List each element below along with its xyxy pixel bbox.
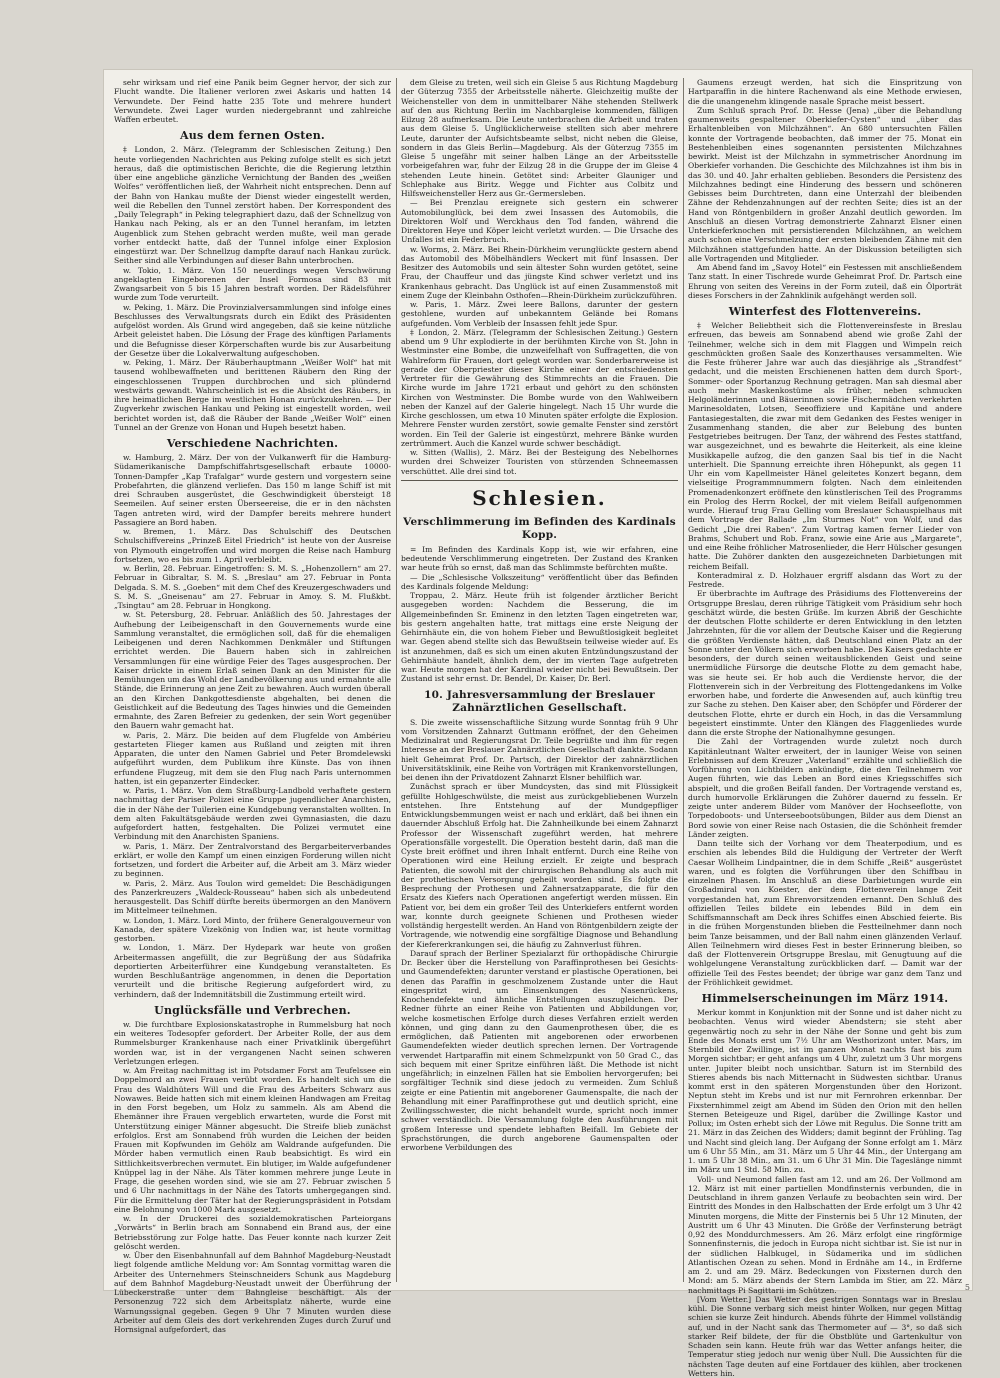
article-headline: Winterfest des Flottenvereins. <box>728 305 922 318</box>
article-paragraph: ‡ Welcher Beliebtheit sich die Flottenvereinsfeste in Breslau erfreuen, das beweis am Sonnabend abend wie große Zahl der Teilnehmer, welche sich in dem mit Flaggen und Wimpeln reich geschmückten großen Saale des Konzerthauses versammelten. Wie die Feste früherer Jahre war auch das diesjährige als „Strandfest“ gedacht, und die meisten Erschienenen hatten dem durch Sport-, Sommer- oder Sportanzug Rechnung getragen. Man sah diesmal aber auch mehr Maskenkostüme als früher, neben schmucken Helgoländerinnen und Bäuerinnen sowie Fischermädchen verkehrten Marinesoldaten, Lotsen, Seeoffiziere und Kapitäne und andere Fantasiegestalten, die zwar mit dem Gedanken des Festes weniger in Zusammenhang standen, die aber zur Belebung des bunten Festgetriebes beitrugen. Der Tanz, der während des Festes stattfand, war ausgezeichnet, und es bewahrte die Heiterkeit, als eine kleine Musikkapelle aufzog, die den ganzen Saal bis tief in die Nacht unterhielt. Die Spannung erreichte ihren Höhepunkt, als gegen 11 Uhr ein vom Kapellmeister Hänel geleitetes Konzert begann, dem vielseitige Programmnummern folgten. Nach dem einleitenden Promenadenkonzert eröffnete den künstlerischen Teil des Programms ein Prolog des Herrn Rockel, der mit vielem Beifall aufgenommen wurde. Hierauf trug Frau Gelling vom Breslauer Schauspielhaus mit dem Vortrage der Ballade „Im Sturmes Not“ von Wolf, und das Gedicht „Die drei Raben“. Zum Vortrag kamen ferner Lieder von Brahms, Schubert und Rob. Franz, sowie eine Arie aus „Margarete“, und eine Reihe fröhlicher Matrosenlieder, die Herr Hülscher gesungen hatte. Die Zuhörer dankten den ausgezeichneten Darbietungen mit reichem Beifall. <box>688 321 962 571</box>
article-paragraph: Merkur kommt in Konjunktion mit der Sonne und ist daher nicht zu beobachten. Venus wird wieder Abendstern; sie steht aber gegenwärtig noch zu sehr in der Nähe der Sonne und geht bis zum Ende des Monats erst um 7½ Uhr am Westhorizont unter. Mars, im Sternbild der Zwillinge, ist im ganzen Monat nachts fast bis zum Morgen sichtbar; er geht anfangs um 4 Uhr, zuletzt um 3 Uhr morgens unter. Jupiter bleibt noch unsichtbar. Saturn ist im Sternbild des Stieres abends bis nach Mitternacht in Südwesten sichtbar. Uranus kommt erst in den späteren Morgenstunden über den Horizont. Neptun steht im Krebs und ist nur mit Fernrohren erkennbar. Der Fixsternhimmel zeigt am Abend im Süden den Orion mit den hellen Sternen Beteigeuze und Rigel, darüber die Zwillinge Kastor und Pollux; im Osten erhebt sich der Löwe mit Regulus. Die Sonne tritt am 21. März in das Zeichen des Widders; damit beginnt der Frühling. Tag und Nacht sind gleich lang. Der Aufgang der Sonne erfolgt am 1. März um 6 Uhr 55 Min., am 31. März um 5 Uhr 44 Min., der Untergang am 1. um 5 Uhr 38 Min., am 31. um 6 Uhr 31 Min. Die Tageslänge nimmt im März um 1 Std. 58 Min. zu. <box>688 1008 962 1175</box>
article-headline: Himmelserscheinungen im März 1914. <box>701 992 949 1005</box>
article-paragraph: w. Peking, 1. März. Die Provinzialversammlungen sind infolge eines Beschlusses des Verwaltungsrats durch ein Edikt des Präsidenten aufgelöst worden. Als Grund wird angegeben, daß sie keine nützliche Arbeit geleistet haben. Die Lösung der Frage des künftigen Parlaments und die Befugnisse dieser Körperschaften wurde bis zur Ausarbeitung der Gesetze über die Lokalverwaltung aufgeschoben. <box>114 302 391 358</box>
article-paragraph: — Die „Schlesische Volkszeitung“ veröffentlicht über das Befinden des Kardinals folgende Meldung: <box>401 572 678 591</box>
page-number: 5 <box>964 1283 970 1292</box>
article-paragraph: Die Zahl der Vortragenden wurde zuletzt noch durch Kapitänleutnant Walter erweitert, der in launiger Weise von seinen Erlebnissen auf dem Kreuzer „Vaterland“ erzählte und schließlich die Vorführung von Lichtbildern ankündigte, die den Teilnehmern vor Augen führten, wie das Leben an Bord eines Kriegsschiffes sich abspielt, und die großen Beifall fanden. Der Vortragende verstand es, durch humorvolle Erklärungen die Zuhörer dauernd zu fesseln. Er zeigte unter anderem Bilder vom Manöver der Hochseeflotte, von Torpedoboots- und Unterseebootsübungen, Bilder aus dem Dienst an Bord sowie von einer Reise nach Ostasien, die die Schönheit fremder Länder zeigten. <box>688 737 962 839</box>
article-paragraph: w. Peking, 1. März. Der Räuberhauptmann „Weißer Wolf“ hat mit tausend wohlbewaffneten und berittenen Räubern den Ring der eingeschlossenen Truppen durchbrochen und sich plündernd westwärts gewandt. Wahrscheinlich ist es die Absicht des Räubers, in ihre heimatlichen Berge im westlichen Honan zurückzukehren. — Der Zugverkehr zwischen Hankau und Peking ist eingestellt worden, weil berichtet worden ist, daß die Räuber der Bande „Weißer Wolf“ einen Tunnel an der Grenze von Honan und Hupeh besetzt haben. <box>114 358 391 432</box>
column-1 <box>114 78 391 1334</box>
article-paragraph: sehr wirksam und rief eine Panik beim Gegner hervor, der sich zur Flucht wandte. Die Italiener verloren zwei Askaris und hatten 14 Verwundete. Der Feind hatte 235 Tote und mehrere hundert Verwundete. Zwei Lager wurden niedergebrannt und zahlreiche Waffen erbeutet. <box>114 78 391 124</box>
column-rule <box>396 78 397 1282</box>
article-paragraph: w. Die furchtbare Explosionskatastrophe in Rummelsburg hat noch ein weiteres Todesopfer gefordert. Der Arbeiter Rolle, der aus dem Rummelsburger Krankenhause nach einer Privatklinik übergeführt worden war, ist in der vergangenen Nacht seinen schweren Verletzungen erlegen. <box>114 1019 391 1066</box>
article-paragraph: w. Bremen, 1. März. Das Schulschiff des Deutschen Schulschiffvereins „Prinzeß Eitel Friedrich“ ist heute von der Ausreise von Plymouth eingetroffen und wird morgen die Reise nach Hamburg fortsetzen, wo es bis zum 1. April verbleibt. <box>114 527 391 564</box>
article-paragraph: S. Die zweite wissenschaftliche Sitzung wurde Sonntag früh 9 Uhr vom Vorsitzenden Zahnarzt Guttmann eröffnet, der den Geheimen Medizinalrat und Regierungsrat Dr. Teile begrüßte und ihm für regen Interesse an der Breslauer Zahnärztlichen Gesellschaft dankte. Sodann hielt Geheimrat Prof. Dr. Partsch, der Direktor der zahnärztlichen Universitätsklinik, eine Reihe von Vorträgen mit Krankenvorstellungen, bei denen ihn der Privatdozent Zahnarzt Elsner behilflich war. <box>401 717 678 782</box>
article-paragraph: w. Worms, 2. März. Bei Rhein-Dürkheim verunglückte gestern abend das Automobil des Möbelhändlers Weckert mit fünf Insassen. Der Besitzer des Automobils und sein ältester Sohn wurden getötet, seine Frau, der Chauffeur und das jüngste Kind schwer verletzt und ins Krankenhaus gebracht. Das Unglück ist auf einen Zusammenstoß mit einem Zuge der Kleinbahn Osthofen—Rhein-Dürkheim zurückzuführen. <box>401 244 678 300</box>
article-paragraph: w. Paris, 2. März. Die beiden auf dem Flugfelde von Ambérieu gestarteten Flieger kamen aus Rußland und zeigten mit ihren Apparaten, die unter den Namen Gabriel und Peter Bromdelewski aufgeführt wurden, dem Publikum ihre Künste. Das von ihnen erfundene Flugzeug, mit dem sie den Flug nach Paris unternommen hatten, ist ein gepanzerter Eindecker. <box>114 730 391 786</box>
article-paragraph: w. Am Freitag nachmittag ist im Potsdamer Forst am Teufelssee ein Doppelmord an zwei Frauen verübt worden. Es handelt sich um die Frau des Waldhüters Will und die Frau des Arbeiters Schwarz aus Nowawes. Beide hatten sich mit einem kleinen Handwagen am Freitag in den Forst begeben, um Holz zu sammeln. Als am Abend die Ehemänner ihre Frauen vergeblich erwarteten, wurde die Forst mit Unterstützung einiger Männer abgesucht. Die Streife blieb zunächst erfolglos. Erst am Sonnabend früh wurden die Leichen der beiden Frauen mit Kopfwunden im Gehölz am Waldrande aufgefunden. Die Mörder haben vermutlich einen Raub beabsichtigt. Es wird ein Sittlichkeitsverbrechen vermutet. Ein blutiger, im Walde aufgefundener Knüppel lag in der Nähe. Als Täter kommen mehrere junge Leute in Frage, die gesehen worden sind, wie sie am 27. Februar zwischen 5 und 6 Uhr nachmittags in der Nähe des Tatorts umhergegangen sind. Für die Ermittelung der Täter hat der Regierungspräsident in Potsdam eine Belohnung von 1000 Mark ausgesetzt. <box>114 1066 391 1214</box>
article-paragraph: Zunächst sprach er über Mundcysten, das sind mit Flüssigkeit gefüllte Hohlgeschwülste, die meist aus zurückgebliebenen Wurzeln entstehen. Ihre Entstehung auf der Mundgepfliger Entwicklungsbemmungen weist er nach und erklärt, daß bei ihnen ein dauernder Abschluß Erfolg hat. Die Zahnheilkunde bei einem Zahnarzt Professor der Wissenschaft zugeführt werden, hat mehrere Operationsfälle vorgestellt. Die Operation besteht darin, daß man die Cyste breit eröffnet und ihren Inhalt entfernt. Durch eine Reihe von Operationen wird eine Heilung erzielt. Er zeigte und besprach Patienten, die sowohl mit der chirurgischen Behandlung als auch mit der prothetischen Versorgung geheilt worden sind. Es folgte die Besprechung der Prothesen und Zahnersatzapparate, die für den Ersatz des Kiefers nach Operationen angefertigt werden müssen. Ein Patient vor, bei dem ein großer Teil des Unterkiefers entfernt worden war, konnte durch geeignete Schienen und Prothesen wieder vollständig hergestellt werden. An Hand von Röntgenbildern zeigte der Vortragende, wie notwendig eine sorgfältige Diagnose und Behandlung der Kiefererkrankungen sei, die häufig zu Zahnverlust führen. <box>401 782 678 949</box>
article-paragraph: — Bei Prenzlau ereignete sich gestern ein schwerer Automobilunglück, bei dem zwei Insassen des Automobils, die Direktoren Wolf und Werckhaus den Tod fanden, während die Direktoren Heye und Köper leicht verletzt wurden. — Die Ursache des Unfalles ist ein Federbruch. <box>401 198 678 245</box>
article-paragraph: = Im Befinden des Kardinals Kopp ist, wie wir erfahren, eine bedeutende Verschlimmerung eingetreten. Der Zustand des Kranken war heute früh so ernst, daß man das Schlimmste befürchten mußte. <box>401 544 678 573</box>
article-paragraph: dem Gleise zu treten, weil sich ein Gleise 5 aus Richtung Magdeburg der Güterzug 7355 der Arbeitsstelle näherte. Gleichzeitig mußte der Weichensteller von dem in unmittelbarer Nähe stehenden Stellwerk auf den aus Richtung Berlin im Nachbargleise kommenden, fälligen Eilzug 28 aufmerksam. Die Leute unterbrachen die Arbeit und traten aus dem Gleise 5. Unglücklicherweise stellten sich aber mehrere Leute, darunter der Aufsichtsbeamte selbst, nicht neben die Gleise, sondern in das Gleis Berlin—Magdeburg. Als der Güterzug 7355 im Gleise 5 ungefähr mit seiner halben Länge an der Arbeitsstelle vorbeigefahren war, fuhr der Eilzug 28 in die Gruppe der im Gleise 4 stehenden Leute hinein. Getötet sind: Arbeiter Glauniger und Schlephake aus Biritz. Wegge und Fichter aus Colbitz und Hilfsweichensteller Herz aus Gr.-Germersleben. <box>401 78 678 198</box>
column-3 <box>688 78 962 1378</box>
article-paragraph: w. London, 1. März. Der Hydepark war heute von großen Arbeitermassen angefüllt, die zur Begrüßung der aus Südafrika deportierten Arbeiterführer eine Kundgebung veranstalteten. Es wurden Beschlußanträge angenommen, in denen die Deportation verurteilt und die britische Regierung aufgefordert wird, zu verhindern, daß der Indemnitätsbill die Zustimmung erteilt wird. <box>114 943 391 999</box>
article-paragraph: Dann teilte sich der Vorhang vor dem Theaterpodium, und es erschien als lebendes Bild die Huldigung der Vertreter der Werft Caesar Wollheim Lindpaintner, die in dem Schiffe „Reiß“ ausgerüstet waren, und es folgten die Vorführungen über den Schiffbau in einzelnen Phasen. Im Anschluß an diese Darbietungen wurde ein Großadmiral von Koester, der dem Flottenverein lange Zeit vorgestanden hat, zum Ehrenvorsitzenden ernannt. Den Schluß des offiziellen Teiles bildete ein lebendes Bild in dem ein Schiffsmannschaft am Deck ihres Schiffes einen Abschied feierte. Bis in die frühen Morgenstunden blieben die Festteilnehmer dann noch beim Tanze beisammen, und der Ball nahm einen glänzenden Verlauf. Allen Teilnehmern wird dieses Fest in bester Erinnerung bleiben, so daß der Flottenverein Ortsgruppe Breslau, mit Genugtuung auf die wohlgelungene Veranstaltung zurückblicken darf. — Damit war der offizielle Teil des Festes beendet; der übrige war ganz dem Tanz und der Fröhlichkeit gewidmet. <box>688 839 962 987</box>
article-paragraph: [Vom Wetter.] Das Wetter des gestrigen Sonntags war in Breslau kühl. Die Sonne verbarg sich meist hinter Wolken, nur gegen Mittag schien sie kurze Zeit hindurch. Abends führte der Himmel vollständig auf, und in der Nacht sank das Thermometer auf — 3°, so daß sich starker Reif bildete, der für die Obstblüte und Gartenkultur von Schaden sein kann. Heute früh war das Wetter anfangs heiter, die Temperatur stieg jedoch nur wenig über Null. Die Aussichten für die nächsten Tage deuten auf eine Fortdauer des kühlen, aber trockenen Wetters hin. <box>688 1294 962 1378</box>
article-paragraph: w. Berlin, 28. Februar. Eingetroffen: S. M. S. „Hohenzollern“ am 27. Februar in Gibraltar, S. M. S. „Breslau“ am 27. Februar in Ponta Delgada. S. M. S. „Goeben“ mit dem Chef des Kreuzergeschwaders und S. M. S. „Gneisenau“ am 27. Februar in Amoy. S. M. Flußkbt. „Tsingtau“ am 28. Februar in Hongkong. <box>114 564 391 610</box>
article-paragraph: w. Paris, 2. März. Aus Toulon wird gemeldet: Die Beschädigungen des Panzerkreuzers „Waldeck-Rousseau“ haben sich als unbedeutend herausgestellt. Das Schiff dürfte bereits übermorgen an den Manövern im Mittelmeer teilnehmen. <box>114 878 391 916</box>
article-paragraph: w. Paris, 1. März. Zwei leere Ballons, darunter der gestern gestohlene, wurden auf unbekanntem Gelände bei Romans aufgefunden. Vom Verbleib der Insassen fehlt jede Spur. <box>401 300 678 328</box>
article-headline: Verschiedene Nachrichten. <box>166 437 339 450</box>
article-paragraph: Voll- und Neumond fallen fast am 12. und am 26. Der Vollmond am 12. März ist mit einer partiellen Mondfinsternis verbunden, die in Deutschland in ihrem ganzen Verlaufe zu beobachten sein wird. Der Eintritt des Mondes in den Halbschatten der Erde erfolgt um 3 Uhr 42 Minuten morgens, die Mitte der Finsternis bei 5 Uhr 12 Minuten, der Austritt um 6 Uhr 43 Minuten. Die Größe der Verfinsterung beträgt 0,92 des Monddurchmessers. Am 26. März erfolgt eine ringförmige Sonnenfinsternis, die jedoch in Europa nicht sichtbar ist. Sie ist nur in der südlichen Halbkugel, in Südamerika und im südlichen Atlantischen Ozean zu sehen. Mond in Erdnähe am 14., in Erdferne am 2. und am 29. März. Bedeckungen von Fixsternen durch den Mond: am 5. März abends der Stern Lambda im Stier, am 22. März nachmittags Pi Sagittarii im Schützen. <box>688 1174 962 1295</box>
article-headline: Unglücksfälle und Verbrechen. <box>154 1003 351 1017</box>
article-headline: Aus dem fernen Osten. <box>180 129 325 143</box>
article-paragraph: ‡ London, 2. März. (Telegramm der Schlesischen Zeitung.) Den heute vorliegenden Nachrichten aus Peking zufolge stellt es sich jetzt heraus, daß die optimistischen Berichte, die die Regierung letzthin über eine angebliche gänzliche Vernichtung der Banden des „weißen Wolfes“ veröffentlichen ließ, der Wahrheit nicht entsprechen. Denn auf der Bahn von Hankau mußte der Dienst wieder eingestellt werden, weil die Rebellen den Tunnel zerstört haben. Der Korrespondent des „Daily Telegraph“ in Peking telegraphiert dazu, daß der Schnellzug von Hankau nach Peking, als er an den Tunnel heranfam, im letzten Augenblick zum Stehen gebracht werden mußte, weil man gerade vorher entdeckt hatte, daß der Tunnel infolge einer Explosion eingestürzt war. Der Schnellzug dampfte darauf nach Hankau zurück. Seither sind alle Verbindungen auf dieser Bahn unterbrochen. <box>114 145 391 266</box>
column-2 <box>401 78 678 1282</box>
article-paragraph: Am Abend fand im „Savoy Hotel“ ein Festessen mit anschließendem Tanz statt. In einer Tischrede wurde Geheimrat Prof. Dr. Partsch eine Ehrung von seiten des Vereins in der Form zuteil, daß ein Ölporträt dieses Forschers in der Zahnklinik aufgehängt werden soll. <box>688 263 962 300</box>
column-rule <box>683 78 684 1282</box>
article-paragraph: Zum Schluß sprach Prof. Dr. Hesse (Jena) „über die Behandlung gaumenweits gespaltener Oberkiefer-Cysten“ und „über das Erhaltenbleiben von Milchzähnen“. An 680 untersuchten Fällen konnte der Vortragende beobachten, daß immer der 75. Monat ein Bestehenbleiben eines sogenannten persistenten Milchzahnes bewirkt. Meist ist der Milchzahn in symmetrischer Anordnung im Oberkiefer vorhanden. Die Geschichte des Milchzahnes ist ihm bis in das 30. und 40. Jahr erhalten geblieben. Besonders die Persistenz des Milchzahnes bedingt eine Hinderung des bessern und schöneren Gebisses beim Durchtreten, dann eine Unterzahl der bleibenden Zähne der Rehdenzahnungen auf der rechten Seite; dies ist an der Hand von Röntgenbildern in großer Anzahl deutlich geworden. Im Anschluß an diesen Vortrag demonstrierte Zahnarzt Elsner einen Unterkieferknochen mit persistierenden Milchzähnen, an welchem auch schon eine Verschmelzung der ersten bleibenden Zähne mit den Milchzähnen stattgefunden hatte. An der Diskussion beteiligten sich alle Vortragenden und Mitglieder. <box>688 105 962 263</box>
article-paragraph: w. Über den Eisenbahnunfall auf dem Bahnhof Magdeburg-Neustadt liegt folgende amtliche Meldung vor: Am Sonntag vormittag waren die Arbeiter des Unternehmers Steinschneiders Schunk aus Magdeburg auf dem Bahnhof Magdeburg-Neustadt unweit der Überführung der Lübeckerstraße unter dem Bahngleise beschäftigt. Als der Personenzug 722 sich dem Arbeitsplatz näherte, wurde eine Warnungssignal gegeben. Gegen 9 Uhr 7 Minuten wurden diese Arbeiter auf dem Gleis des dort verkehrenden Zuges durch Zuruf und Hornsignal aufgefordert, das <box>114 1251 391 1334</box>
article-headline: 10. Jahresversammlung der Breslauer Zahnärztlichen Gesellschaft. <box>424 688 655 714</box>
newspaper-page <box>104 70 972 1378</box>
article-paragraph: w. Sitten (Wallis), 2. März. Bei der Besteigung des Nebelhornes wurden drei Schweizer Touristen von stürzenden Schneemassen verschüttet. Alle drei sind tot. <box>401 448 678 476</box>
article-paragraph: Gaumens erzeugt werden, hat sich die Einspritzung von Hartparaffin in die hintere Rachenwand als eine Methode erwiesen, die die unangenehm klingende nasale Sprache meist bessert. <box>688 78 962 106</box>
article-paragraph: w. Tokio, 1. März. Von 150 neuerdings wegen Verschwörung angeklagten Eingeborenen der Insel Formosa sind 83 mit Zwangsarbeit von 5 bis 15 Jahren bestraft worden. Der Rädelsführer wurde zum Tode verurteilt. <box>114 265 391 303</box>
article-paragraph: w. London, 1. März. Lord Minto, der frühere Generalgouverneur von Kanada, der spätere Vizekönig von Indien war, ist heute vormittag gestorben. <box>114 915 391 943</box>
article-paragraph: Er überbrachte im Auftrage des Präsidiums des Flottenvereins der Ortsgruppe Breslau, deren rührige Tätigkeit vom Präsidium sehr hoch geschätzt würde, die besten Grüße. Im kurzen Abriß der Geschichte der deutschen Flotte schilderte er deren Entwicklung in den letzten Jahrzehnten, für die vor allem der Deutsche Kaiser und die Regierung die größten Verdienste hätten, daß Deutschland einen Platz an der Sonne unter den Völkern sich erworben habe. Des Kaisers gedachte er besonders, der durch seinen weitausblickenden Geist und seine unermüdliche Fürsorge die deutsche Flotte zu dem gemacht habe, was sie heute sei. Er hob auch die Verdienste hervor, die der Flottenverein sich in der Verbreitung des Flottengedankens im Volke erworben habe, und forderte die Anwesenden auf, auch künftig treu zur Sache zu stehen. Den Kaiser aber, den Schöpfer und Förderer der deutschen Flotte, ehrte er durch ein Hoch, in das die Versammlung begeistert einstimmte. Unter den Klängen des Flaggenliedes wurde dann die erste Strophe der Nationalhymne gesungen. <box>688 589 962 737</box>
article-paragraph: Troppau, 2. März. Heute früh ist folgender ärztlicher Bericht ausgegeben worden: Nachdem die Besserung, die im Allgemeinbefinden Sr. Eminenz in den letzten Tagen eingetreten war, bis gestern angehalten hatte, trat mittags eine erste Neigung der Gehirnhäute ein, die von hohem Fieber und Bewußtlosigkeit begleitet war. Gegen abend stellte sich das Bewußtsein teilweise wieder auf. Es ist anzunehmen, daß es sich um einen akuten Entzündungszustand der Gehirnhäute handelt, ähnlich dem, der im vierten Tage aufgetreten war. Heute morgen hat der Kardinal wieder nicht bei Bewußtsein. Der Zustand ist sehr ernst. Dr. Bendel, Dr. Kaiser, Dr. Berl. <box>401 591 678 684</box>
article-paragraph: w. In der Druckerei des sozialdemokratischen Parteiorgans „Vorwärts“ in Berlin brach am Sonnabend ein Brand aus, der eine Betriebsstörung zur Folge hatte. Das Feuer konnte nach kurzer Zeit gelöscht werden. <box>114 1214 391 1251</box>
article-paragraph: ‡ London, 2. März. (Telegramm der Schlesischen Zeitung.) Gestern abend um 9 Uhr explodierte in der berühmten Kirche von St. John in Westminster eine Bombe, die unzweifelhaft von Suffragetten, die von Wahlreform für Frauen, dort gelegt worden war. Sonderbarerweise ist gerade der Oberpriester dieser Kirche einer der entschiedensten Vertreter für die Gewährung des Stimmrechts an die Frauen. Die Kirche wurde im Jahre 1721 erbaut und gehört zu den schönsten Kirchen von Westminster. Die Bombe wurde von den Wahlweibern neben der Kanzel auf der Galerie hingelegt. Nach 15 Uhr wurde die Kirche geschlossen, um etwa 10 Minuten später erfolgte die Explosion. Mehrere Fenster wurden zerstört, sowie gemalte Fenster sind zerstört worden. Ein Teil der Galerie ist eingestürzt, mehrere Bänke wurden zertrümmert. Auch die Kanzel wurde schwer beschädigt. <box>401 327 678 448</box>
article-paragraph: w. St. Petersburg, 28. Februar. Anläßlich des 50. Jahrestages der Aufhebung der Leibeigenschaft in den Gouvernements wurde eine Sammlung veranstaltet, die ermöglichen soll, daß für die ehemaligen Leibeigenen und deren Nachkommen Denkmäler und Stiftungen errichtet werden. Die Bauern haben sich in zahlreichen Versammlungen für eine würdige Feier des Tages ausgesprochen. Der Kaiser drückte in einem Erlaß seinen Dank an den Minister für die Bemühungen um das Wohl der Landbevölkerung aus und ermahnte alle Stände, die Erinnerung an jene Zeit zu bewahren. Auch wurden überall an den Kirchen Dankgottesdienste abgehalten, bei denen die Geistlichkeit auf die Bedeutung des Tages hinwies und die Gemeinden ermahnte, des Zaren Befreier zu gedenken, der sein Wort gegenüber den Bauern wahr gemacht hat. <box>114 610 391 731</box>
article-paragraph: w. Paris, 1. März. Der Zentralvorstand des Bergarbeiterverbandes erklärt, er wolle den Kampf um einen einzigen Forderung willen nicht fortsetzen, und fordert die Arbeiter auf, die Arbeit am 3. März wieder zu beginnen. <box>114 841 391 879</box>
article-paragraph: Darauf sprach der Berliner Spezialarzt für orthopädische Chirurgie Dr. Becker über die Herstellung von Paraffinprothesen bei Gesichts- und Gaumendefekten; darunter verstand er plastische Operationen, bei denen das Paraffin in geschmolzenem Zustande unter die Haut eingespritzt wird, um Einsenkungen des Nasenrückens, Knochendefekte und ähnliche Entstellungen auszugleichen. Der Redner führte an einer Reihe von Patienten und Abbildungen vor, welche kosmetischen Erfolge durch dieses Verfahren erzielt werden können, und ging dann zu den Gaumenprothesen über, die es ermöglichen, daß Patienten mit angeborenen oder erworbenen Gaumendefekten wieder deutlich sprechen lernen. Der Vortragende verwendet Hartparaffin mit einem Schmelzpunkt von 50 Grad C., das sich bequem mit einer Spritze einführen läßt. Die Methode ist nicht ungefährlich; in einzelnen Fällen hat sie Embolien hervorgerufen; bei sorgfältiger Technik sind diese jedoch zu vermeiden. Zum Schluß zeigte er eine Patientin mit angeborener Gaumenspalte, die nach der Behandlung mit einer Paraffinprothese gut und deutlich spricht, eine Zwillingsschwester, die nicht behandelt wurde, spricht noch immer schwer verständlich. Die Versammlung folgte den Ausführungen mit großem Interesse und spendete lebhaften Beifall. Im Gebiete der Sprachstörungen, die durch angeborene Gaumenspalten oder erworbene Verbildungen des <box>401 948 678 1152</box>
article-headline: Verschlimmerung im Befinden des Kardinals Kopp. <box>403 515 676 541</box>
section-title: Schlesien. <box>472 485 607 510</box>
article-paragraph: w. Paris, 1. März. Von dem Straßburg-Landbold verhaftete gestern nachmittag der Pariser Polizei eine Gruppe jugendlicher Anarchisten, die in der Nähe der Tuilerien eine Kundgebung veranstalten wollten. In dem alten Fakultätsgebäude werden zwei Gymnasiasten, die dazu aufgefordert hatten, festgehalten. Die Polizei vermutet eine Verbindung mit den Anarchisten Spaniens. <box>114 786 391 842</box>
article-paragraph: w. Hamburg, 2. März. Der von der Vulkanwerft für die Hamburg-Südamerikanische Dampfschiffahrtsgesellschaft erbaute 10000-Tonnen-Dampfer „Kap Trafalgar“ wurde gestern und vorgestern seine Probefahrten, die glänzend verliefen. Das 150 m lange Schiff ist mit drei Schrauben ausgerüstet, die Geschwindigkeit übersteigt 18 Seemeilen. Auf seiner ersten Überseereise, die er in den nächsten Tagen antreten wird, wird der Dampfer bereits mehrere hundert Passagiere an Bord haben. <box>114 453 391 527</box>
article-paragraph: Konteradmiral z. D. Holzhauer ergriff alsdann das Wort zu der Festrede. <box>688 570 962 589</box>
section-divider <box>401 480 678 481</box>
